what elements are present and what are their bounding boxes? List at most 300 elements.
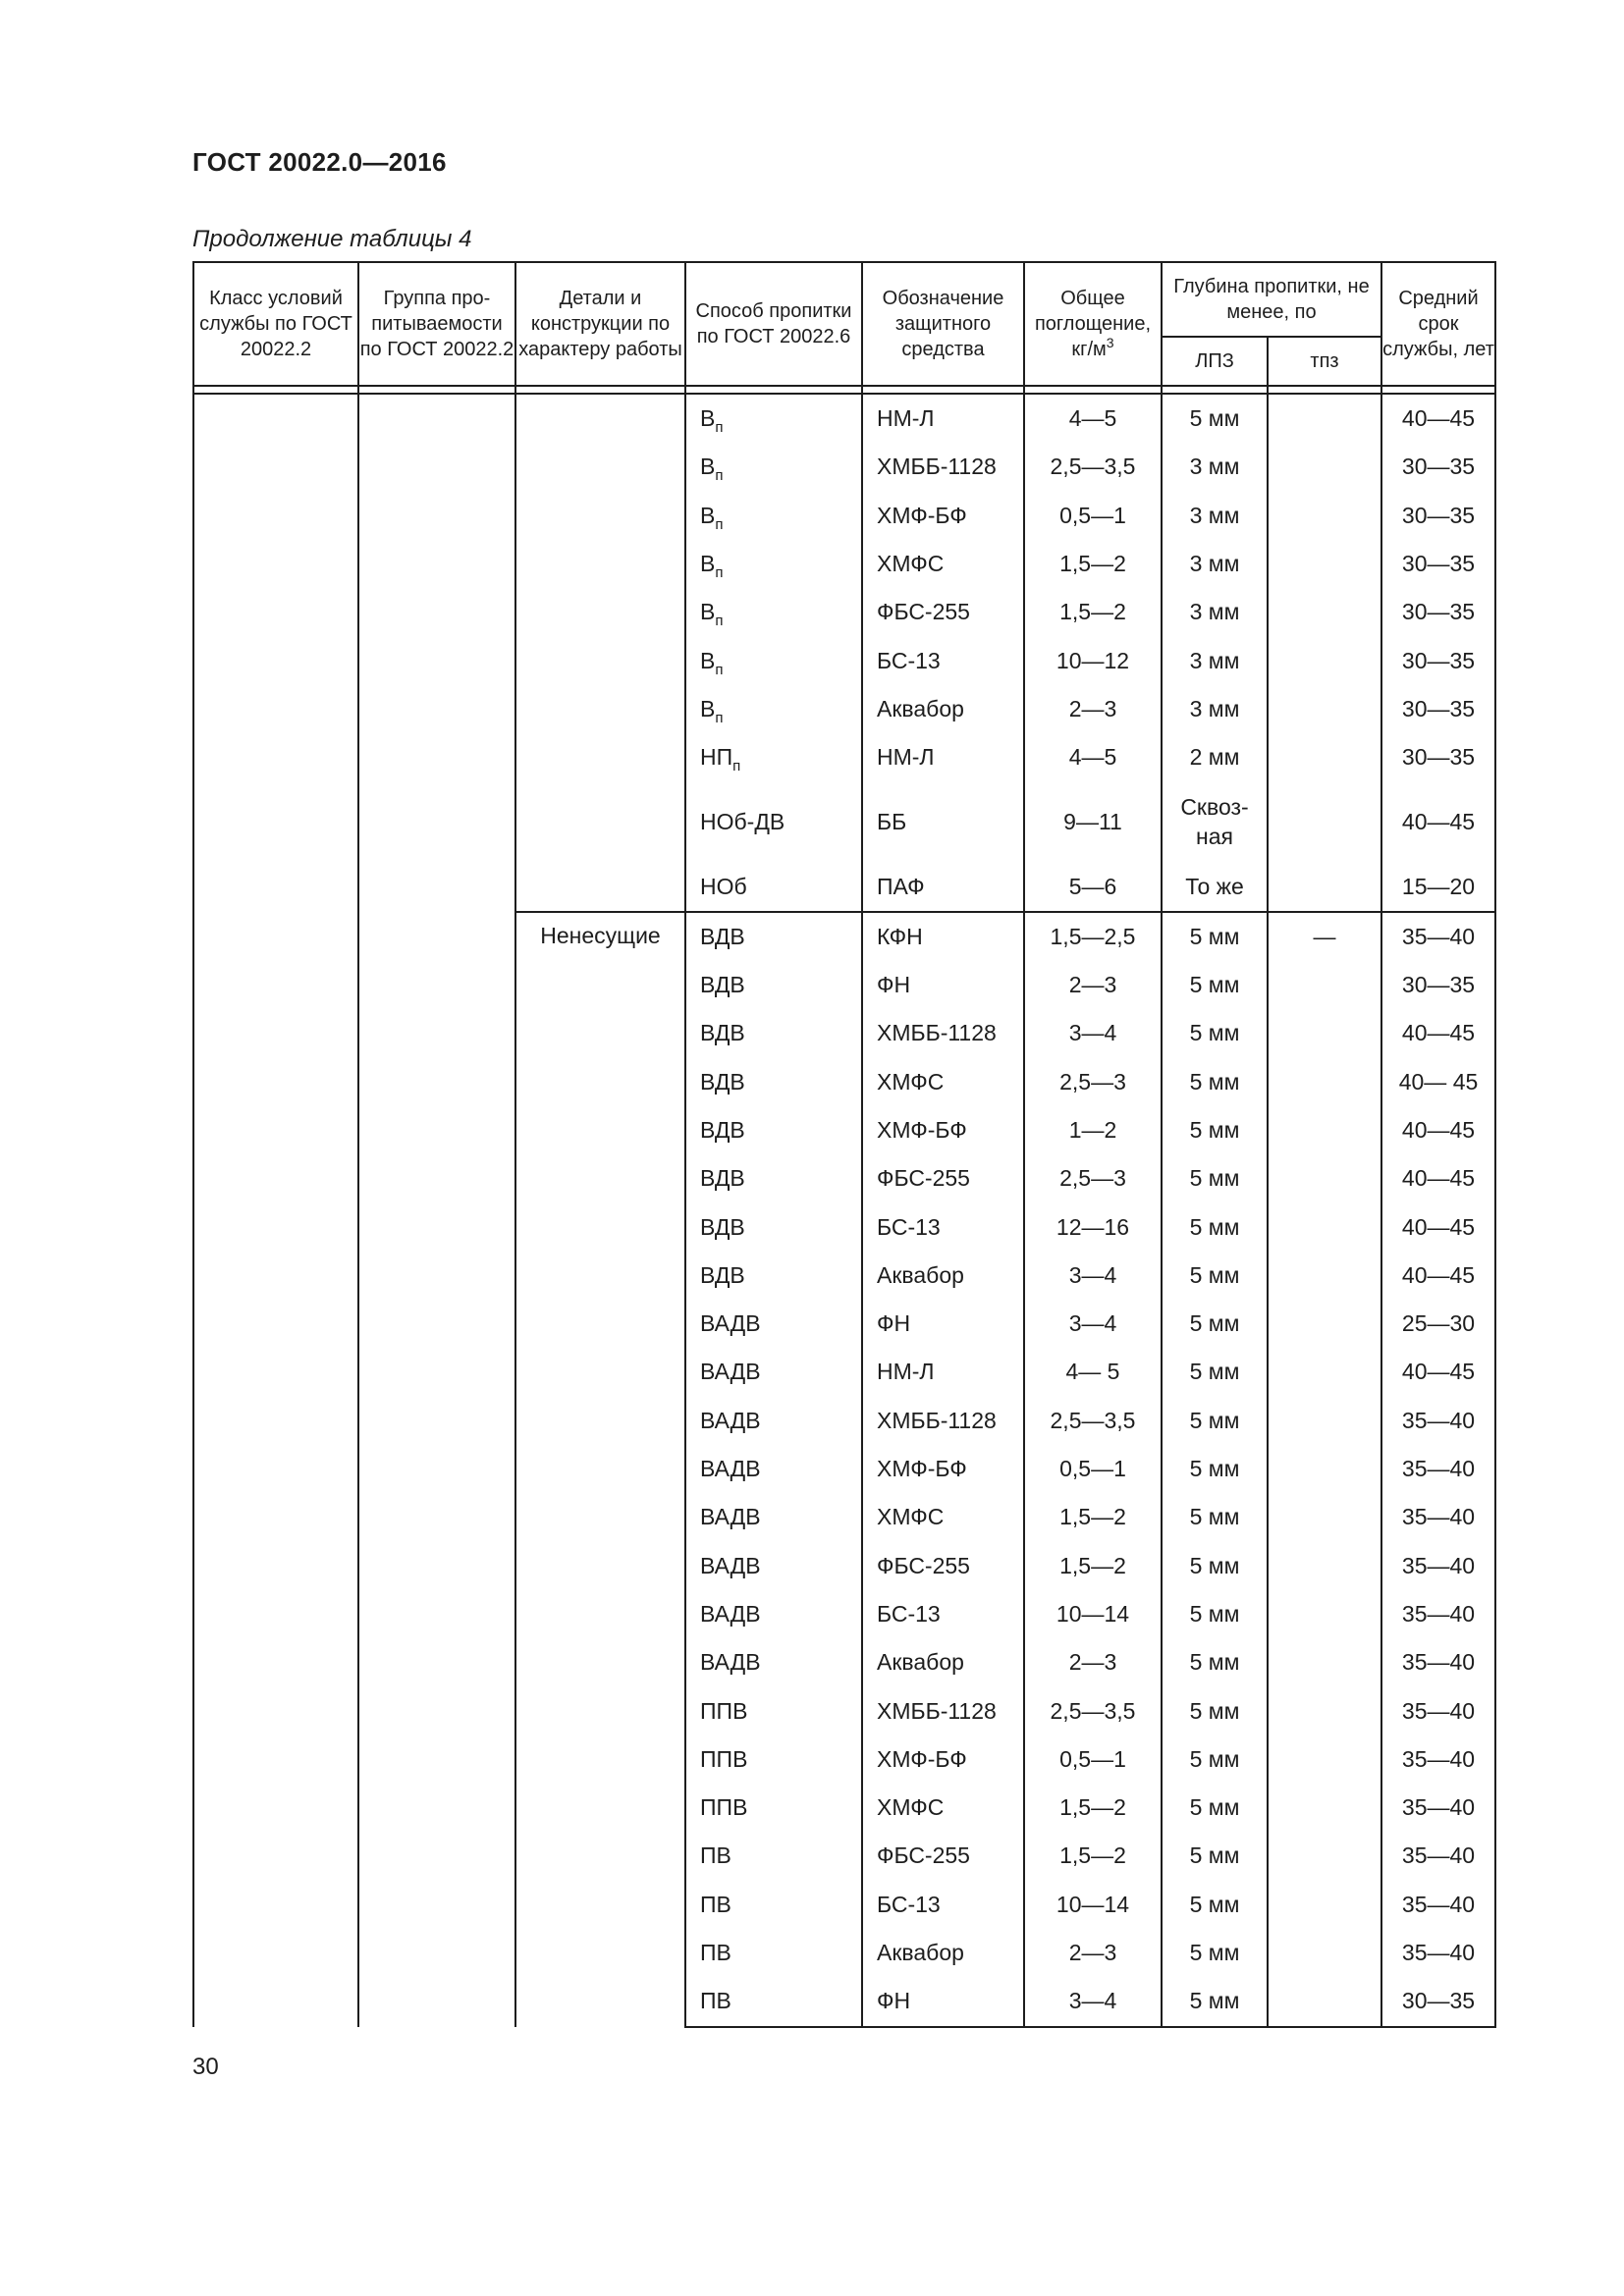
cell-depth-lpz — [1162, 1009, 1268, 1057]
cell-depth-tpz — [1268, 1832, 1381, 1880]
cell-absorption — [1024, 1445, 1162, 1493]
cell-method — [685, 912, 862, 961]
cell-agent — [862, 1977, 1024, 2026]
cell-agent-text: НМ-Л — [877, 744, 935, 771]
cell-depth-lpz-text: 5 мм — [1189, 1213, 1240, 1240]
cell-method — [685, 685, 862, 733]
cell-depth-lpz — [1162, 1784, 1268, 1832]
cell-absorption-text: 10—14 — [1056, 1600, 1130, 1627]
cell-service-life — [1381, 1590, 1495, 1638]
cell-method — [685, 961, 862, 1009]
method-subscript: п — [715, 467, 724, 485]
cell-service-life-text: 35—40 — [1401, 1504, 1476, 1530]
cell-service-life-text: 40—45 — [1401, 1165, 1476, 1192]
cell-absorption-text: 4—5 — [1068, 744, 1117, 771]
cell-agent-text: ХМФС — [877, 1794, 945, 1821]
cell-depth-lpz — [1162, 1929, 1268, 1977]
method-subscript: п — [715, 661, 724, 678]
cell-method — [685, 1348, 862, 1396]
cell-agent — [862, 636, 1024, 684]
cell-agent — [862, 443, 1024, 491]
cell-details-nonbearing: Ненесущие — [515, 912, 685, 2027]
cell-agent — [862, 1300, 1024, 1348]
cell-service-life-text: 35—40 — [1401, 923, 1476, 949]
cell-method — [685, 1686, 862, 1735]
table-caption: Продолжение таблицы 4 — [192, 226, 472, 252]
cell-depth-tpz — [1268, 733, 1381, 781]
cell-depth-lpz — [1162, 1445, 1268, 1493]
header-method: Способ пропитки по ГОСТ 20022.6 — [685, 262, 862, 386]
cell-agent-text: ХМФ-БФ — [877, 502, 967, 528]
cell-depth-lpz — [1162, 1154, 1268, 1202]
cell-depth-tpz — [1268, 781, 1381, 862]
cell-service-life — [1381, 1058, 1495, 1106]
method-text: ВДВ — [700, 1068, 745, 1095]
cell-agent-text: ФБС-255 — [877, 599, 970, 625]
cell-service-life — [1381, 1929, 1495, 1977]
cell-details-empty — [515, 394, 685, 912]
method-subscript: п — [732, 758, 741, 775]
method-subscript: п — [715, 515, 724, 533]
cell-depth-lpz — [1162, 1493, 1268, 1541]
cell-agent-text: БС-13 — [877, 1600, 941, 1627]
cell-agent-text: Аквабор — [877, 1261, 964, 1288]
cell-method — [685, 1929, 862, 1977]
cell-agent — [862, 1202, 1024, 1251]
cell-class — [193, 394, 358, 2027]
cell-absorption-text: 2—3 — [1068, 1649, 1117, 1676]
cell-service-life-text: 30—35 — [1401, 744, 1476, 771]
cell-depth-tpz — [1268, 1300, 1381, 1348]
cell-service-life-text: 30—35 — [1401, 551, 1476, 577]
cell-agent — [862, 1445, 1024, 1493]
cell-depth-lpz-text: 5 мм — [1189, 1359, 1240, 1385]
cell-depth-lpz-text: 5 мм — [1189, 1504, 1240, 1530]
cell-method — [685, 1154, 862, 1202]
cell-service-life — [1381, 1445, 1495, 1493]
cell-depth-tpz — [1268, 1590, 1381, 1638]
cell-depth-lpz-text: 3 мм — [1189, 502, 1240, 528]
cell-absorption — [1024, 1686, 1162, 1735]
cell-absorption-text: 1,5—2 — [1059, 599, 1126, 625]
cell-depth-lpz — [1162, 1542, 1268, 1590]
cell-depth-lpz — [1162, 685, 1268, 733]
cell-depth-lpz — [1162, 1300, 1268, 1348]
method-subscript: п — [715, 613, 724, 630]
cell-agent-text: ХМФ-БФ — [877, 1456, 967, 1482]
cell-service-life-text: 30—35 — [1401, 647, 1476, 673]
cell-absorption — [1024, 636, 1162, 684]
cell-depth-tpz — [1268, 1881, 1381, 1929]
method-text: ВДВ — [700, 1165, 745, 1192]
cell-depth-tpz — [1268, 1252, 1381, 1300]
cell-depth-lpz — [1162, 912, 1268, 961]
cell-absorption-text: 3—4 — [1068, 1988, 1117, 2014]
method-subscript: п — [715, 419, 724, 437]
cell-service-life-text: 35—40 — [1401, 1600, 1476, 1627]
cell-service-life-text: 15—20 — [1401, 873, 1476, 899]
cell-depth-lpz — [1162, 1252, 1268, 1300]
cell-method — [685, 1881, 862, 1929]
cell-absorption-text: 10—12 — [1056, 647, 1130, 673]
cell-agent-text: ХМФ-БФ — [877, 1745, 967, 1772]
cell-depth-lpz-text: 5 мм — [1189, 1842, 1240, 1869]
cell-depth-lpz-text: 5 мм — [1189, 1552, 1240, 1578]
cell-method — [685, 1784, 862, 1832]
cell-depth-lpz-text: 5 мм — [1189, 1649, 1240, 1676]
cell-absorption-text: 4— 5 — [1065, 1359, 1120, 1385]
cell-depth-tpz — [1268, 540, 1381, 588]
cell-depth-lpz — [1162, 1348, 1268, 1396]
cell-service-life-text: 35—40 — [1401, 1891, 1476, 1917]
cell-agent — [862, 394, 1024, 443]
cell-agent — [862, 1735, 1024, 1784]
method-text: ППВ — [700, 1697, 748, 1724]
cell-agent-text: КФН — [877, 923, 923, 949]
cell-absorption — [1024, 1542, 1162, 1590]
cell-depth-lpz-text: 5 мм — [1189, 1794, 1240, 1821]
cell-agent — [862, 1784, 1024, 1832]
cell-absorption-text: 3—4 — [1068, 1261, 1117, 1288]
cell-method — [685, 1832, 862, 1880]
cell-depth-lpz — [1162, 1106, 1268, 1154]
cell-agent — [862, 1154, 1024, 1202]
cell-agent-text: ХМФ-БФ — [877, 1117, 967, 1143]
cell-service-life-text: 25—30 — [1401, 1310, 1476, 1337]
header-absorption-text: Общее поглощение, кг/м — [1034, 288, 1152, 360]
cell-depth-tpz — [1268, 1154, 1381, 1202]
cell-depth-tpz — [1268, 1638, 1381, 1686]
cell-method — [685, 1638, 862, 1686]
table-row — [193, 394, 1495, 443]
cell-absorption-text: 2—3 — [1068, 1940, 1117, 1966]
method-text: ВАДВ — [700, 1600, 761, 1627]
cell-absorption-text: 2,5—3,5 — [1050, 454, 1136, 480]
cell-service-life — [1381, 1784, 1495, 1832]
cell-depth-tpz — [1268, 394, 1381, 443]
cell-depth-tpz — [1268, 636, 1381, 684]
cell-agent-text: ФБС-255 — [877, 1552, 970, 1578]
cell-absorption-text: 2,5—3,5 — [1050, 1697, 1136, 1724]
cell-agent-text: ХМФС — [877, 1504, 945, 1530]
cell-agent — [862, 912, 1024, 961]
cell-agent-text: ХМФС — [877, 551, 945, 577]
cell-service-life — [1381, 1977, 1495, 2026]
cell-agent-text: ФН — [877, 972, 911, 998]
cell-agent-text: НМ-Л — [877, 405, 935, 432]
header-group: Группа пропитываемости по ГОСТ 20022.2 — [358, 262, 515, 386]
cell-depth-lpz — [1162, 492, 1268, 540]
cell-depth-lpz — [1162, 1590, 1268, 1638]
cell-service-life-text: 30—35 — [1401, 502, 1476, 528]
cell-absorption — [1024, 1881, 1162, 1929]
cell-service-life — [1381, 1154, 1495, 1202]
cell-agent — [862, 862, 1024, 911]
method-text: ВДВ — [700, 923, 745, 949]
cell-absorption — [1024, 588, 1162, 636]
cell-absorption — [1024, 1929, 1162, 1977]
cell-depth-tpz — [1268, 1058, 1381, 1106]
cell-depth-tpz — [1268, 1929, 1381, 1977]
cell-method — [685, 1397, 862, 1445]
cell-agent — [862, 1881, 1024, 1929]
cell-depth-lpz — [1162, 733, 1268, 781]
cell-absorption — [1024, 961, 1162, 1009]
cell-absorption — [1024, 1735, 1162, 1784]
cell-agent — [862, 961, 1024, 1009]
cell-depth-tpz — [1268, 492, 1381, 540]
cell-absorption-text: 1,5—2 — [1059, 551, 1126, 577]
cell-depth-lpz-text: 3 мм — [1189, 551, 1240, 577]
cell-service-life — [1381, 912, 1495, 961]
method-text: ПВ — [700, 1891, 731, 1917]
cell-agent-text: ХМББ-1128 — [877, 1697, 997, 1724]
cell-absorption-text: 12—16 — [1056, 1213, 1130, 1240]
cell-absorption — [1024, 1977, 1162, 2026]
cell-absorption — [1024, 1397, 1162, 1445]
header-service-class: Класс условий службы по ГОСТ 20022.2 — [193, 262, 358, 386]
cell-agent-text: Аквабор — [877, 695, 964, 721]
cell-absorption-text: 2—3 — [1068, 972, 1117, 998]
cell-depth-lpz — [1162, 1977, 1268, 2026]
cell-absorption — [1024, 394, 1162, 443]
cell-service-life-text: 30—35 — [1401, 695, 1476, 721]
method-text: НП — [700, 744, 733, 771]
method-text: ВАДВ — [700, 1359, 761, 1385]
cell-absorption-text: 2,5—3 — [1059, 1068, 1126, 1095]
cell-service-life — [1381, 961, 1495, 1009]
cell-absorption-text: 3—4 — [1068, 1310, 1117, 1337]
cell-absorption-text: 1—2 — [1068, 1117, 1117, 1143]
header-depth: Глубина пропитки, не менее, по — [1162, 262, 1381, 337]
cell-service-life — [1381, 862, 1495, 911]
method-text: ВАДВ — [700, 1456, 761, 1482]
cell-agent-text: ФН — [877, 1310, 911, 1337]
cell-depth-lpz-text: 5 мм — [1189, 405, 1240, 432]
cell-absorption — [1024, 1300, 1162, 1348]
cell-service-life — [1381, 540, 1495, 588]
cell-agent — [862, 733, 1024, 781]
cell-service-life-text: 30—35 — [1401, 454, 1476, 480]
cell-absorption — [1024, 540, 1162, 588]
method-subscript: п — [715, 709, 724, 726]
cell-agent — [862, 1832, 1024, 1880]
cell-depth-lpz-text: 5 мм — [1189, 1068, 1240, 1095]
cell-absorption — [1024, 781, 1162, 862]
cell-agent — [862, 1590, 1024, 1638]
cell-depth-lpz-text: 5 мм — [1189, 1988, 1240, 2014]
cell-absorption-text: 5—6 — [1068, 873, 1117, 899]
method-text: В — [700, 695, 716, 721]
cell-depth-tpz — [1268, 1202, 1381, 1251]
cell-service-life-text: 40— 45 — [1398, 1068, 1479, 1095]
cell-depth-lpz — [1162, 1202, 1268, 1251]
cell-service-life-text: 35—40 — [1401, 1649, 1476, 1676]
cell-absorption — [1024, 1590, 1162, 1638]
cell-depth-lpz-text: 5 мм — [1189, 1165, 1240, 1192]
cell-depth-lpz-text: 3 мм — [1189, 454, 1240, 480]
cell-service-life — [1381, 685, 1495, 733]
cell-service-life-text: 35—40 — [1401, 1794, 1476, 1821]
cell-depth-lpz — [1162, 1832, 1268, 1880]
cell-absorption — [1024, 1106, 1162, 1154]
cell-agent — [862, 781, 1024, 862]
cell-service-life-text: 40—45 — [1401, 405, 1476, 432]
method-text: ВАДВ — [700, 1649, 761, 1676]
cell-agent-text: ХМФС — [877, 1068, 945, 1095]
cell-absorption — [1024, 685, 1162, 733]
cell-service-life — [1381, 1106, 1495, 1154]
cell-depth-tpz — [1268, 862, 1381, 911]
cell-absorption-text: 4—5 — [1068, 405, 1117, 432]
cell-service-life — [1381, 636, 1495, 684]
cell-depth-lpz — [1162, 588, 1268, 636]
cell-absorption-text: 1,5—2 — [1059, 1842, 1126, 1869]
cell-agent — [862, 540, 1024, 588]
cell-agent — [862, 1686, 1024, 1735]
header-depth-lpz: ЛПЗ — [1162, 337, 1268, 386]
cell-absorption-text: 2,5—3 — [1059, 1165, 1126, 1192]
cell-method — [685, 1735, 862, 1784]
cell-agent-text: ФН — [877, 1988, 911, 2014]
cell-depth-tpz — [1268, 443, 1381, 491]
cell-agent — [862, 1348, 1024, 1396]
cell-service-life — [1381, 1686, 1495, 1735]
cell-method — [685, 733, 862, 781]
cell-service-life — [1381, 1300, 1495, 1348]
cell-method — [685, 1977, 862, 2026]
cell-absorption — [1024, 1493, 1162, 1541]
cell-agent — [862, 1106, 1024, 1154]
cell-agent-text: ФБС-255 — [877, 1165, 970, 1192]
method-text: ВДВ — [700, 972, 745, 998]
cell-service-life — [1381, 781, 1495, 862]
cell-absorption-text: 10—14 — [1056, 1891, 1130, 1917]
cell-absorption — [1024, 862, 1162, 911]
cell-method — [685, 1445, 862, 1493]
cell-absorption — [1024, 443, 1162, 491]
method-text: ПВ — [700, 1842, 731, 1869]
cell-method — [685, 1058, 862, 1106]
cell-method — [685, 1106, 862, 1154]
method-text: ВДВ — [700, 1213, 745, 1240]
cell-depth-lpz — [1162, 540, 1268, 588]
cell-method — [685, 588, 862, 636]
cell-depth-lpz-text: 5 мм — [1189, 923, 1240, 949]
cell-depth-tpz — [1268, 1009, 1381, 1057]
cell-depth-lpz-text: 5 мм — [1189, 1117, 1240, 1143]
document-code: ГОСТ 20022.0—2016 — [192, 147, 447, 177]
cell-depth-tpz — [1268, 1397, 1381, 1445]
cell-agent — [862, 1638, 1024, 1686]
cell-agent-text: БС-13 — [877, 647, 941, 673]
cell-depth-lpz-text: 5 мм — [1189, 1407, 1240, 1433]
cell-depth-lpz-text: 5 мм — [1189, 1456, 1240, 1482]
cell-agent-text: ХМББ-1128 — [877, 1407, 997, 1433]
cell-service-life-text: 40—45 — [1401, 808, 1476, 834]
cell-service-life-text: 30—35 — [1401, 972, 1476, 998]
header-absorption — [1024, 262, 1162, 386]
cell-absorption — [1024, 1202, 1162, 1251]
cell-absorption-text: 0,5—1 — [1059, 502, 1126, 528]
cell-depth-tpz-text: — — [1313, 923, 1336, 949]
cell-method — [685, 1300, 862, 1348]
cell-service-life-text: 40—45 — [1401, 1213, 1476, 1240]
cell-absorption — [1024, 1058, 1162, 1106]
cell-service-life-text: 35—40 — [1401, 1940, 1476, 1966]
method-text: ВДВ — [700, 1261, 745, 1288]
cell-agent-text: Аквабор — [877, 1940, 964, 1966]
cell-absorption-text: 1,5—2 — [1059, 1552, 1126, 1578]
cell-service-life — [1381, 492, 1495, 540]
cell-absorption — [1024, 492, 1162, 540]
cell-service-life-text: 40—45 — [1401, 1020, 1476, 1046]
cell-agent-text: НМ-Л — [877, 1359, 935, 1385]
method-text: ВАДВ — [700, 1407, 761, 1433]
cell-depth-lpz — [1162, 1735, 1268, 1784]
cell-depth-tpz — [1268, 1493, 1381, 1541]
cell-depth-lpz-text: 5 мм — [1189, 1697, 1240, 1724]
cell-agent — [862, 1252, 1024, 1300]
cell-agent — [862, 1058, 1024, 1106]
cell-absorption-text: 2—3 — [1068, 695, 1117, 721]
cell-absorption-text: 2,5—3,5 — [1050, 1407, 1136, 1433]
header-designation: Обозначение защитного средства — [862, 262, 1024, 386]
cell-depth-lpz — [1162, 1058, 1268, 1106]
method-text: ВАДВ — [700, 1504, 761, 1530]
method-text: В — [700, 454, 716, 480]
cell-depth-lpz-text: То же — [1185, 873, 1244, 899]
cell-agent — [862, 1493, 1024, 1541]
cell-absorption — [1024, 1348, 1162, 1396]
method-text: ВАДВ — [700, 1552, 761, 1578]
cell-agent-text: ПАФ — [877, 873, 925, 899]
cell-method — [685, 636, 862, 684]
cell-absorption — [1024, 1832, 1162, 1880]
cell-service-life-text: 35—40 — [1401, 1552, 1476, 1578]
cell-depth-lpz-text: 5 мм — [1189, 972, 1240, 998]
cell-depth-lpz — [1162, 394, 1268, 443]
cell-depth-lpz — [1162, 1397, 1268, 1445]
cell-method — [685, 862, 862, 911]
cell-service-life-text: 35—40 — [1401, 1407, 1476, 1433]
cell-service-life-text: 40—45 — [1401, 1117, 1476, 1143]
cell-service-life — [1381, 1202, 1495, 1251]
cell-absorption-text: 3—4 — [1068, 1020, 1117, 1046]
cell-method — [685, 781, 862, 862]
cell-service-life — [1381, 588, 1495, 636]
cell-depth-tpz — [1268, 1686, 1381, 1735]
cell-service-life-text: 40—45 — [1401, 1261, 1476, 1288]
cell-agent — [862, 588, 1024, 636]
method-text: В — [700, 599, 716, 625]
header-details: Детали и конструкции по характеру работы — [515, 262, 685, 386]
cell-service-life-text: 35—40 — [1401, 1456, 1476, 1482]
cell-service-life — [1381, 1542, 1495, 1590]
cell-agent-text: ХМББ-1128 — [877, 1020, 997, 1046]
table-body — [193, 394, 1495, 2027]
cell-agent-text: ББ — [877, 808, 907, 834]
cell-depth-tpz — [1268, 1784, 1381, 1832]
cell-depth-lpz-text: 3 мм — [1189, 695, 1240, 721]
cell-method — [685, 492, 862, 540]
method-text: НОб-ДВ — [700, 808, 785, 834]
cell-depth-tpz — [1268, 1445, 1381, 1493]
cell-depth-lpz-text: 5 мм — [1189, 1745, 1240, 1772]
cell-depth-lpz — [1162, 636, 1268, 684]
cell-absorption-text: 1,5—2 — [1059, 1794, 1126, 1821]
cell-depth-tpz — [1268, 1735, 1381, 1784]
